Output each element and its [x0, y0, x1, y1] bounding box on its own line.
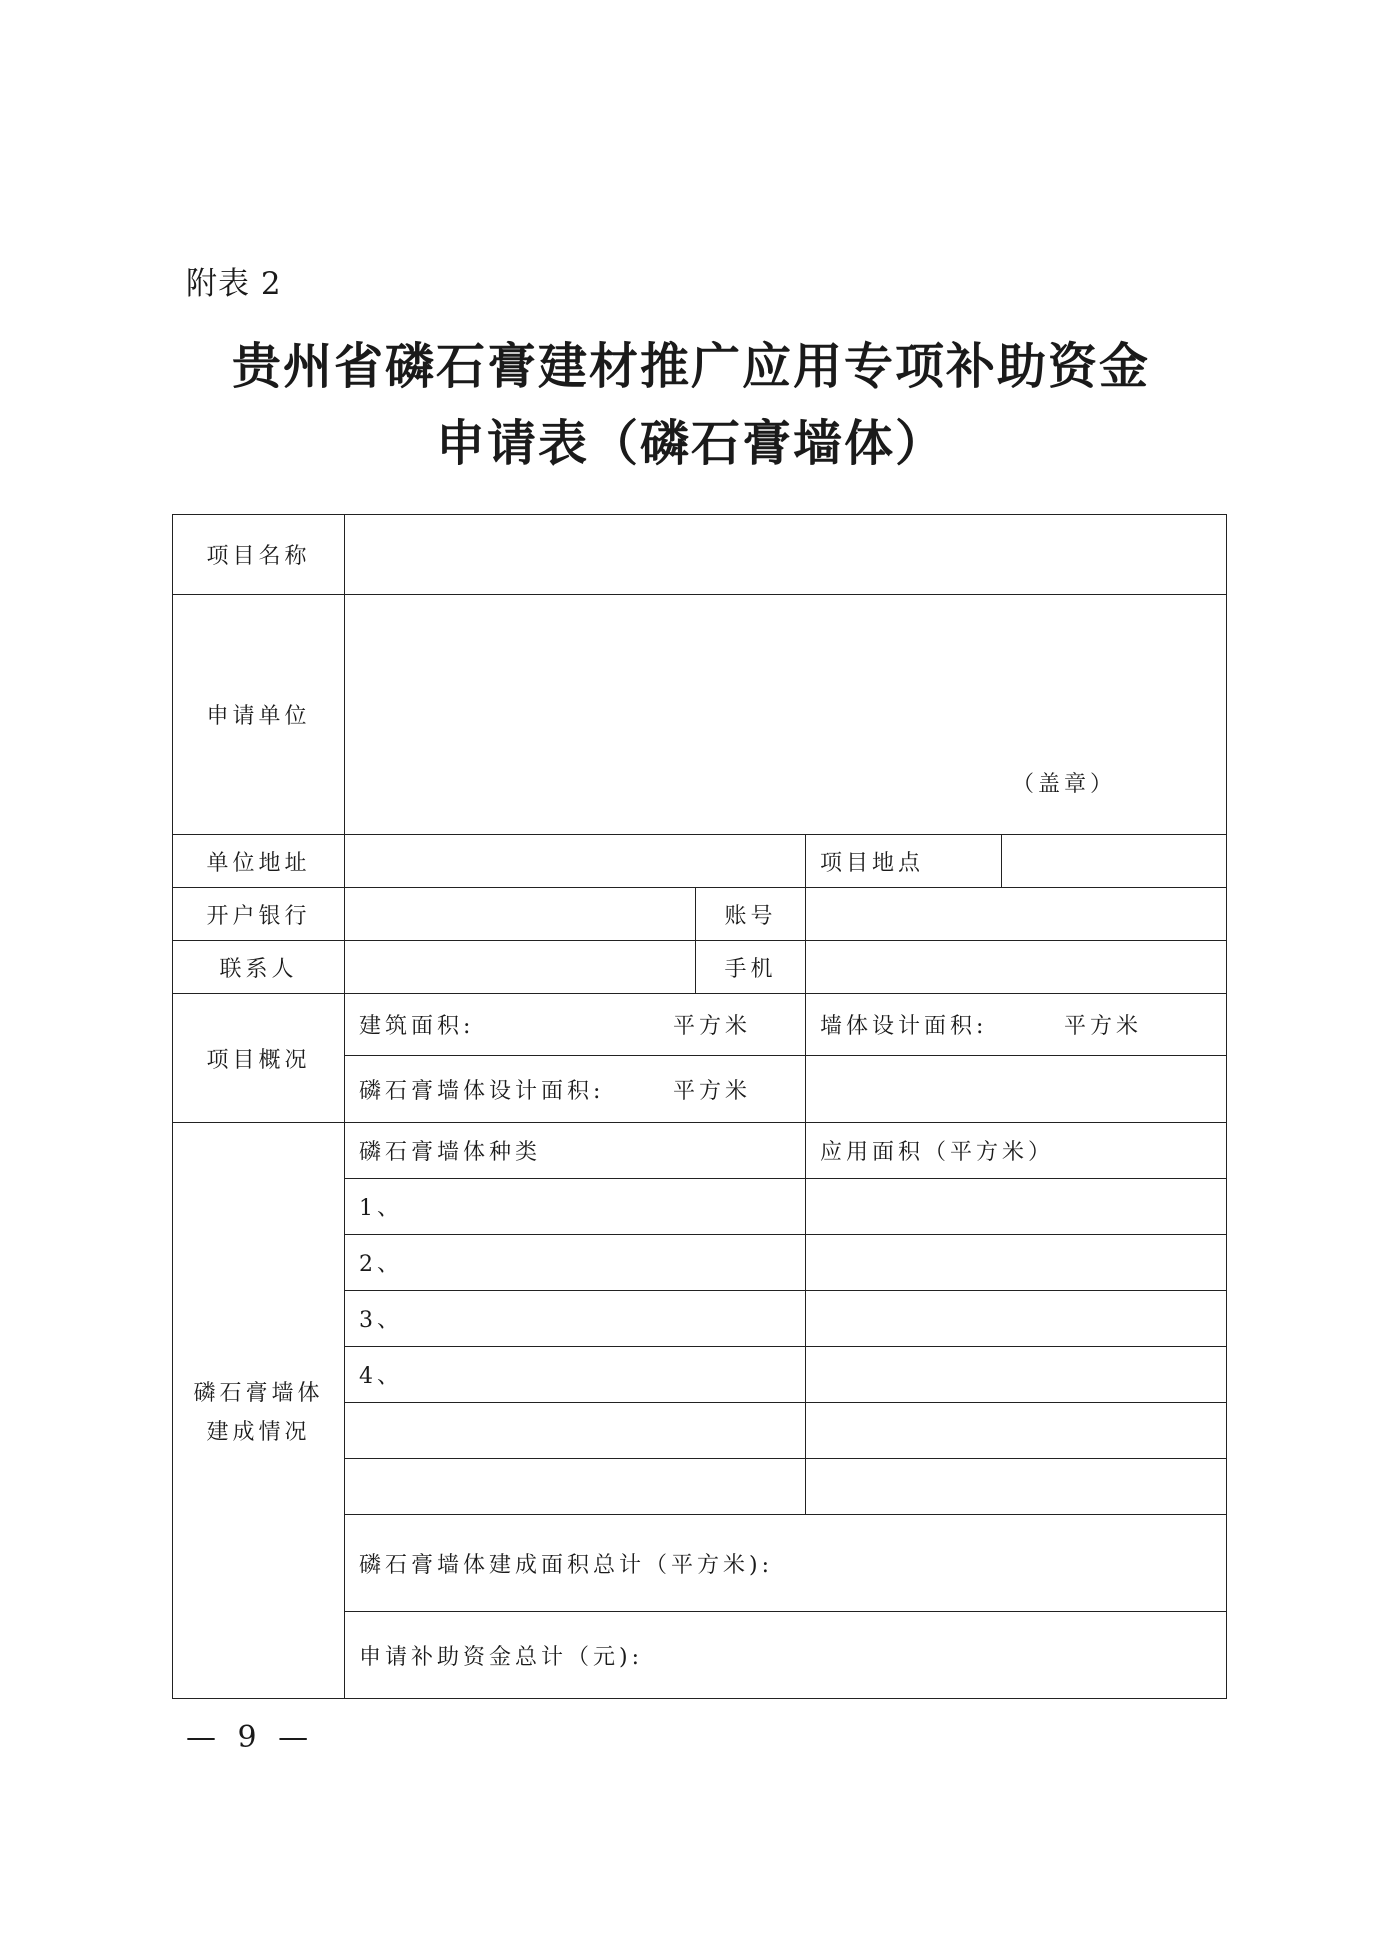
row-bank	[173, 888, 1227, 941]
total-subsidy-field[interactable]: 申请补助资金总计（元):	[345, 1612, 1227, 1699]
seal-note: （盖章）	[1011, 772, 1116, 797]
applied-area-cell[interactable]	[806, 1235, 1227, 1291]
phone-label: 手机	[696, 941, 806, 994]
overview-label: 项目概况	[173, 994, 345, 1123]
wall-type-cell[interactable]: 2、	[345, 1235, 806, 1291]
row-overview-1	[173, 994, 1227, 1056]
pg-wall-design-area-label: 磷石膏墙体设计面积:	[359, 1078, 605, 1104]
contact-field[interactable]	[345, 941, 696, 994]
row-address	[173, 835, 1227, 888]
unit-address-label: 单位地址	[173, 835, 345, 888]
wall-design-area-unit: 平方米	[1063, 1014, 1142, 1039]
applicant-label: 申请单位	[173, 595, 345, 835]
applied-area-cell[interactable]	[806, 1179, 1227, 1235]
pg-wall-design-area-unit: 平方米	[672, 1078, 751, 1104]
applied-area-cell[interactable]	[806, 1459, 1227, 1515]
account-label: 账号	[696, 888, 806, 941]
wall-design-area-field[interactable]	[806, 994, 1227, 1056]
built-section-label-line1: 磷石膏墙体	[193, 1380, 324, 1406]
built-section-label	[173, 1123, 345, 1699]
row-applicant	[173, 595, 1227, 835]
bank-field[interactable]	[345, 888, 696, 941]
account-field[interactable]	[806, 888, 1227, 941]
applied-area-cell[interactable]	[806, 1347, 1227, 1403]
wall-type-header: 磷石膏墙体种类	[345, 1123, 806, 1179]
bank-label: 开户银行	[173, 888, 345, 941]
pg-wall-design-area-field[interactable]	[345, 1056, 806, 1123]
building-area-unit: 平方米	[672, 1014, 751, 1039]
project-location-field[interactable]	[1002, 835, 1227, 888]
form-title-line2: 申请表（磷石膏墙体）	[435, 415, 946, 472]
row-project-name	[173, 515, 1227, 595]
built-section-label-line2: 建成情况	[206, 1419, 311, 1445]
form-title-line1: 贵州省磷石膏建材推广应用专项补助资金	[231, 338, 1150, 395]
wall-type-cell[interactable]	[345, 1459, 806, 1515]
applicant-field[interactable]	[345, 595, 1227, 835]
contact-label: 联系人	[173, 941, 345, 994]
unit-address-field[interactable]	[345, 835, 806, 888]
project-name-label: 项目名称	[173, 515, 345, 595]
wall-type-cell[interactable]: 4、	[345, 1347, 806, 1403]
wall-type-cell[interactable]: 3、	[345, 1291, 806, 1347]
row-contact	[173, 941, 1227, 994]
phone-field[interactable]	[806, 941, 1227, 994]
application-form-table	[172, 514, 1227, 1699]
building-area-label: 建筑面积:	[359, 1014, 475, 1039]
row-wall-type-header	[173, 1123, 1227, 1179]
project-location-label: 项目地点	[806, 835, 1002, 888]
building-area-field[interactable]	[345, 994, 806, 1056]
applied-area-cell[interactable]	[806, 1403, 1227, 1459]
overview-empty-cell[interactable]	[806, 1056, 1227, 1123]
wall-type-cell[interactable]: 1、	[345, 1179, 806, 1235]
project-name-field[interactable]	[345, 515, 1227, 595]
wall-design-area-label: 墙体设计面积:	[820, 1014, 988, 1039]
wall-type-cell[interactable]	[345, 1403, 806, 1459]
applied-area-cell[interactable]	[806, 1291, 1227, 1347]
annex-label: 附表 2	[186, 266, 282, 302]
total-built-area-field[interactable]: 磷石膏墙体建成面积总计（平方米):	[345, 1515, 1227, 1612]
page-number: — 9 —	[186, 1720, 315, 1755]
applied-area-header: 应用面积（平方米）	[806, 1123, 1227, 1179]
